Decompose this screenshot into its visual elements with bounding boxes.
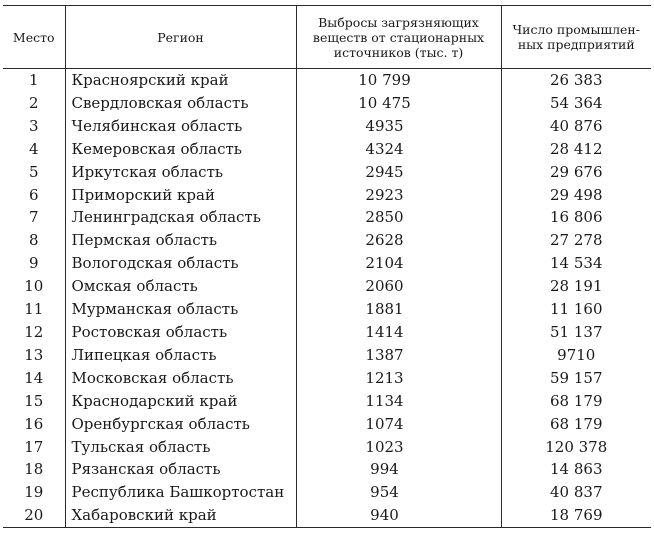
table-row: [3, 92, 651, 115]
header-enterprises: [501, 6, 651, 69]
cell-region: Свердловская область: [65, 92, 296, 115]
table-row: [3, 229, 651, 252]
cell-region: Краснодарский край: [65, 390, 296, 413]
cell-region: Приморский край: [65, 184, 296, 207]
cell-enterprises: 28 412: [550, 139, 603, 158]
header-emissions-line3: источников (тыс. т): [333, 44, 464, 60]
cell-emissions: 1074: [296, 413, 501, 436]
cell-emissions: 10 799: [296, 69, 501, 92]
cell-enterprises: 40 837: [550, 483, 603, 502]
cell-region: Липецкая область: [65, 344, 296, 367]
cell-emissions: 954: [296, 481, 501, 504]
cell-region: Пермская область: [65, 229, 296, 252]
cell-enterprises: 68 179: [550, 414, 603, 433]
table-row: [3, 481, 651, 504]
cell-place: 1: [3, 69, 65, 92]
header-region: Регион: [65, 6, 296, 69]
table-row: [3, 161, 651, 184]
cell-region: Омская область: [65, 275, 296, 298]
table-row: [3, 184, 651, 207]
cell-enterprises: 120 378: [545, 437, 608, 456]
regions-pollution-table: [3, 5, 651, 528]
cell-region: Московская область: [65, 367, 296, 390]
header-emissions-line2: веществ от стационарных: [312, 29, 485, 45]
cell-enterprises: 14 534: [550, 254, 603, 273]
cell-region: Мурманская область: [65, 298, 296, 321]
cell-enterprises: 51 137: [550, 322, 603, 341]
cell-place: 18: [3, 458, 65, 481]
table-row: [3, 321, 651, 344]
cell-region: Хабаровский край: [65, 504, 296, 527]
table-row: [3, 138, 651, 161]
cell-region: Челябинская область: [65, 115, 296, 138]
header-emissions-line1: Выбросы загрязняющих: [318, 14, 479, 30]
cell-place: 20: [3, 504, 65, 527]
cell-place: 12: [3, 321, 65, 344]
table-row: [3, 344, 651, 367]
table-row: [3, 206, 651, 229]
cell-emissions: 1414: [296, 321, 501, 344]
header-row: [3, 6, 651, 69]
cell-enterprises: 26 383: [550, 71, 603, 89]
cell-place: 14: [3, 367, 65, 390]
cell-place: 9: [3, 252, 65, 275]
cell-emissions: 940: [296, 504, 501, 527]
cell-emissions: 2945: [296, 161, 501, 184]
cell-emissions: 1213: [296, 367, 501, 390]
cell-place: 16: [3, 413, 65, 436]
table-row: [3, 298, 651, 321]
cell-emissions: 2923: [296, 184, 501, 207]
table-row: [3, 69, 651, 92]
cell-place: 19: [3, 481, 65, 504]
cell-place: 11: [3, 298, 65, 321]
table-row: [3, 458, 651, 481]
cell-emissions: 10 475: [296, 92, 501, 115]
cell-region: Тульская область: [65, 436, 296, 459]
cell-enterprises: 18 769: [501, 504, 651, 527]
cell-emissions: 1387: [296, 344, 501, 367]
table-row: [3, 367, 651, 390]
cell-place: 4: [3, 138, 65, 161]
cell-emissions: 2104: [296, 252, 501, 275]
cell-place: 10: [3, 275, 65, 298]
header-enterprises-line2: ных предприятий: [517, 37, 635, 52]
cell-place: 7: [3, 206, 65, 229]
cell-place: 13: [3, 344, 65, 367]
cell-place: 6: [3, 184, 65, 207]
cell-emissions: 1134: [296, 390, 501, 413]
header-place: Место: [3, 6, 65, 69]
cell-emissions: 4935: [296, 115, 501, 138]
cell-enterprises: 68 179: [550, 391, 603, 410]
cell-emissions: 1881: [296, 298, 501, 321]
table-row: [3, 413, 651, 436]
cell-emissions: 4324: [296, 138, 501, 161]
cell-enterprises: 40 876: [550, 116, 603, 135]
cell-place: 3: [3, 115, 65, 138]
cell-enterprises: 27 278: [550, 231, 603, 250]
cell-region: Красноярский край: [65, 69, 296, 92]
cell-place: 17: [3, 436, 65, 459]
cell-region: Ростовская область: [65, 321, 296, 344]
cell-emissions: 2060: [296, 275, 501, 298]
cell-place: 5: [3, 161, 65, 184]
cell-enterprises: 59 157: [550, 368, 603, 387]
cell-emissions: 994: [296, 458, 501, 481]
cell-enterprises: 11 160: [550, 300, 603, 319]
cell-region: Оренбургская область: [65, 413, 296, 436]
cell-emissions: 2850: [296, 206, 501, 229]
table-row: [3, 436, 651, 459]
cell-enterprises: 54 364: [550, 93, 603, 112]
cell-emissions: 2628: [296, 229, 501, 252]
cell-enterprises: 16 806: [550, 208, 603, 227]
table-row: [3, 390, 651, 413]
cell-region: Рязанская область: [65, 458, 296, 481]
table-body: [3, 69, 651, 528]
cell-region: Кемеровская область: [65, 138, 296, 161]
table-header: [3, 6, 651, 69]
table-row: [3, 115, 651, 138]
cell-region: Республика Башкортостан: [65, 481, 296, 504]
cell-place: 15: [3, 390, 65, 413]
cell-region: Ленинградская область: [65, 206, 296, 229]
table-row: [3, 252, 651, 275]
table-row: [3, 504, 651, 527]
header-enterprises-line1: Число промышлен-: [512, 22, 640, 37]
cell-enterprises: 9710: [557, 345, 596, 364]
cell-emissions: 1023: [296, 436, 501, 459]
cell-enterprises: 14 863: [550, 460, 603, 479]
table-row: [3, 275, 651, 298]
table-container: [3, 5, 651, 528]
cell-enterprises: 29 676: [550, 162, 603, 181]
cell-region: Вологодская область: [65, 252, 296, 275]
cell-place: 2: [3, 92, 65, 115]
cell-enterprises: 28 191: [550, 277, 603, 296]
cell-place: 8: [3, 229, 65, 252]
header-emissions: [296, 6, 501, 69]
cell-enterprises: 29 498: [550, 185, 603, 204]
cell-region: Иркутская область: [65, 161, 296, 184]
